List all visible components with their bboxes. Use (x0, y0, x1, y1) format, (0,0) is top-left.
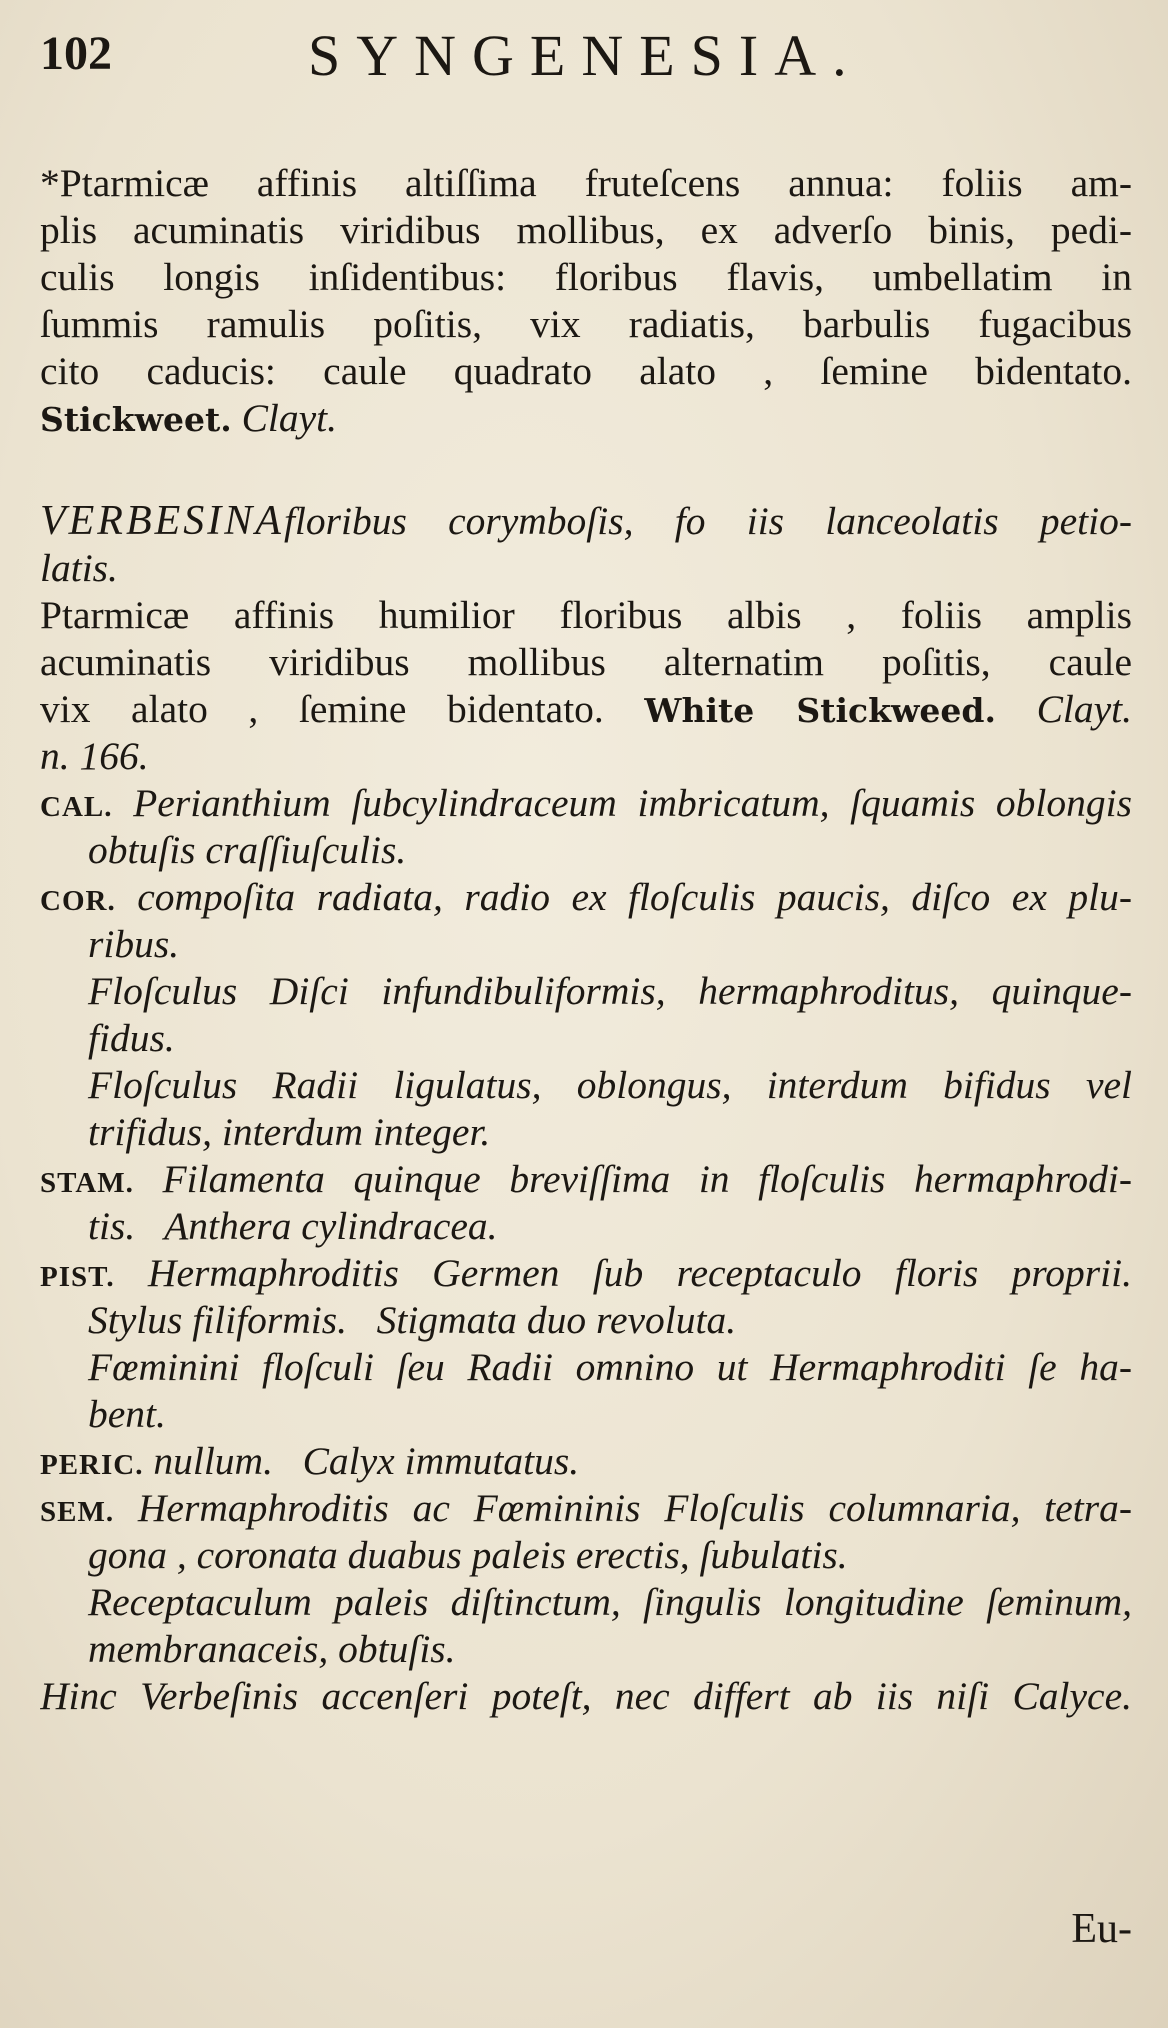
text-line: Receptaculum paleis diſtinctum, ſingulis longitudine ſeminum, (88, 1580, 1132, 1624)
text-line: Fœminini floſculi ſeu Radii omnino ut Hermaphroditi ſe ha- (88, 1345, 1132, 1389)
text-line: fidus. (88, 1016, 175, 1060)
text-line: ribus. (88, 922, 180, 966)
section-label-peric: PERIC. (40, 1449, 144, 1481)
section-label-cal: CAL. (40, 791, 113, 823)
text-fragment: Filamenta quinque breviſſima in floſculis hermaphrodi- (162, 1157, 1132, 1201)
text-line (40, 395, 1132, 442)
section-label-sem: SEM. (40, 1496, 115, 1528)
text-fragment: compoſita radiata, radio ex floſculis paucis, diſco ex plu- (137, 875, 1132, 919)
text-line: trifidus, interdum integer. (88, 1110, 491, 1154)
text-fragment: nullum. Calyx immutatus. (153, 1439, 580, 1483)
text-fragment: Perianthium ſubcylindraceum imbricatum, ſquamis oblongis (133, 781, 1132, 825)
text-line: n. 166. (40, 734, 149, 778)
text-line: Ptarmicæ affinis humilior floribus albis , foliis amplis (40, 593, 1132, 637)
text-line: Stylus filiformis. Stigmata duo revoluta. (88, 1298, 737, 1342)
text-line: obtuſis craſſiuſculis. (88, 828, 407, 872)
text-line: bent. (88, 1392, 166, 1436)
closing-line: Hinc Verbeſinis accenſeri poteſt, nec differt ab iis niſi Calyce. (40, 1674, 1132, 1718)
text-line: plis acuminatis viridibus mollibus, ex adverſo binis, pedi- (40, 208, 1132, 252)
citation: Clayt. (241, 396, 338, 440)
text-line: membranaceis, obtuſis. (88, 1627, 456, 1671)
running-head: SYNGENESIA. (308, 23, 863, 88)
text-line: Floſculus Radii ligulatus, oblongus, interdum bifidus vel (88, 1063, 1132, 1107)
peric-line (40, 1438, 1132, 1485)
cor-line (40, 874, 1132, 921)
text-line: latis. (40, 546, 118, 590)
text-line: ſummis ramulis poſitis, vix radiatis, barbulis fugacibus (40, 302, 1132, 346)
page-body (40, 160, 1132, 1720)
text-line: Floſculus Diſci infundibuliformis, hermaphroditus, quinque- (88, 969, 1132, 1013)
sem-line (40, 1485, 1132, 1532)
text-line: *Ptarmicæ affinis altiſſima fruteſcens annua: foliis am- (40, 161, 1132, 205)
cal-line (40, 780, 1132, 827)
page-number: 102 (40, 27, 112, 80)
text-line: tis. Anthera cylindracea. (88, 1204, 498, 1248)
species-diagnosis: floribus corymboſis, fo iis lanceolatis petio- (283, 499, 1132, 543)
common-name: White Stickweed. (644, 691, 996, 730)
section-label-stam: STAM. (40, 1167, 134, 1199)
genus-name: VERBESINA (40, 498, 284, 544)
common-name: Stickweet. (40, 400, 232, 439)
text-line: gona , coronata duabus paleis erectis, ſubulatis. (88, 1533, 848, 1577)
catchword: Eu- (1071, 1906, 1132, 1952)
text-line (40, 686, 1132, 733)
text-line: cito caducis: caule quadrato alato , ſemine bidentato. (40, 349, 1132, 393)
text-fragment: vix alato , ſemine bidentato. (40, 687, 604, 731)
pist-line (40, 1250, 1132, 1297)
section-label-pist: PIST. (40, 1261, 115, 1293)
text-line: culis longis inſidentibus: floribus flavis, umbellatim in (40, 255, 1132, 299)
section-label-cor: COR. (40, 885, 116, 917)
text-line: acuminatis viridibus mollibus alternatim poſitis, caule (40, 640, 1132, 684)
text-fragment: Hermaphroditis ac Fœmininis Floſculis columnaria, tetra- (137, 1486, 1132, 1530)
species-heading (40, 498, 1132, 545)
citation: Clayt. (1036, 687, 1132, 731)
text-fragment: Hermaphroditis Germen ſub receptaculo floris proprii. (147, 1251, 1132, 1295)
stam-line (40, 1156, 1132, 1203)
page-header (40, 22, 1130, 92)
